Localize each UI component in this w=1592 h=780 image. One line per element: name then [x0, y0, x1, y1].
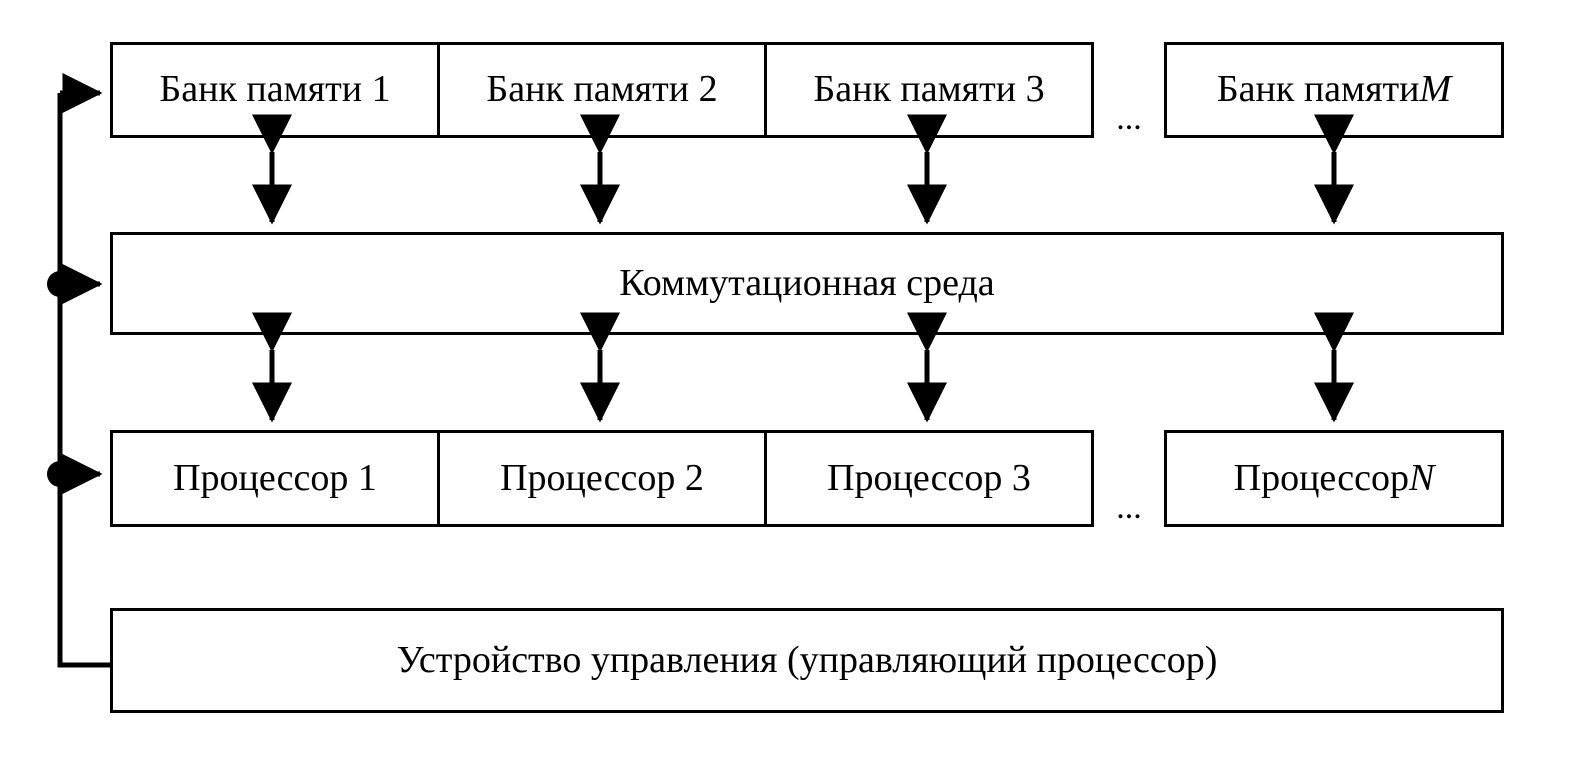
bus-junction-dot-processors [47, 461, 73, 487]
control-bus-trunk [60, 93, 110, 665]
processor-2 [437, 430, 767, 527]
processor-3 [764, 430, 1094, 527]
control-unit [110, 608, 1504, 713]
memory-bank-m [1164, 42, 1504, 138]
processor-3-label: Процессор 3 [827, 456, 1031, 499]
memory-bank-ellipsis [1094, 42, 1164, 152]
switch-fabric-label: Коммутационная среда [619, 261, 995, 304]
processor-1 [110, 430, 440, 527]
memory-bank-3-label: Банк памяти 3 [813, 68, 1045, 111]
memory-bank-1 [110, 42, 440, 138]
processor-2-label: Процессор 2 [500, 456, 704, 499]
memory-bank-2 [437, 42, 767, 138]
bus-junction-dot-fabric [47, 271, 73, 297]
switch-fabric [110, 232, 1504, 335]
memory-bank-m-index: M [1419, 68, 1452, 111]
processor-n [1164, 430, 1504, 527]
processor-ellipsis [1094, 430, 1164, 541]
memory-bank-3 [764, 42, 1094, 138]
control-unit-label: Устройство управления (управляющий процессор) [396, 638, 1218, 681]
memory-bank-2-label: Банк памяти 2 [486, 68, 718, 111]
processor-1-label: Процессор 1 [173, 456, 377, 499]
processor-n-index: N [1408, 456, 1435, 499]
memory-bank-1-label: Банк памяти 1 [159, 68, 391, 111]
memory-bank-ellipsis-label: ... [1116, 100, 1142, 137]
processor-ellipsis-label: ... [1116, 489, 1142, 526]
memory-bank-m-label: Банк памяти [1216, 68, 1420, 111]
processor-n-label: Процессор [1233, 456, 1409, 499]
